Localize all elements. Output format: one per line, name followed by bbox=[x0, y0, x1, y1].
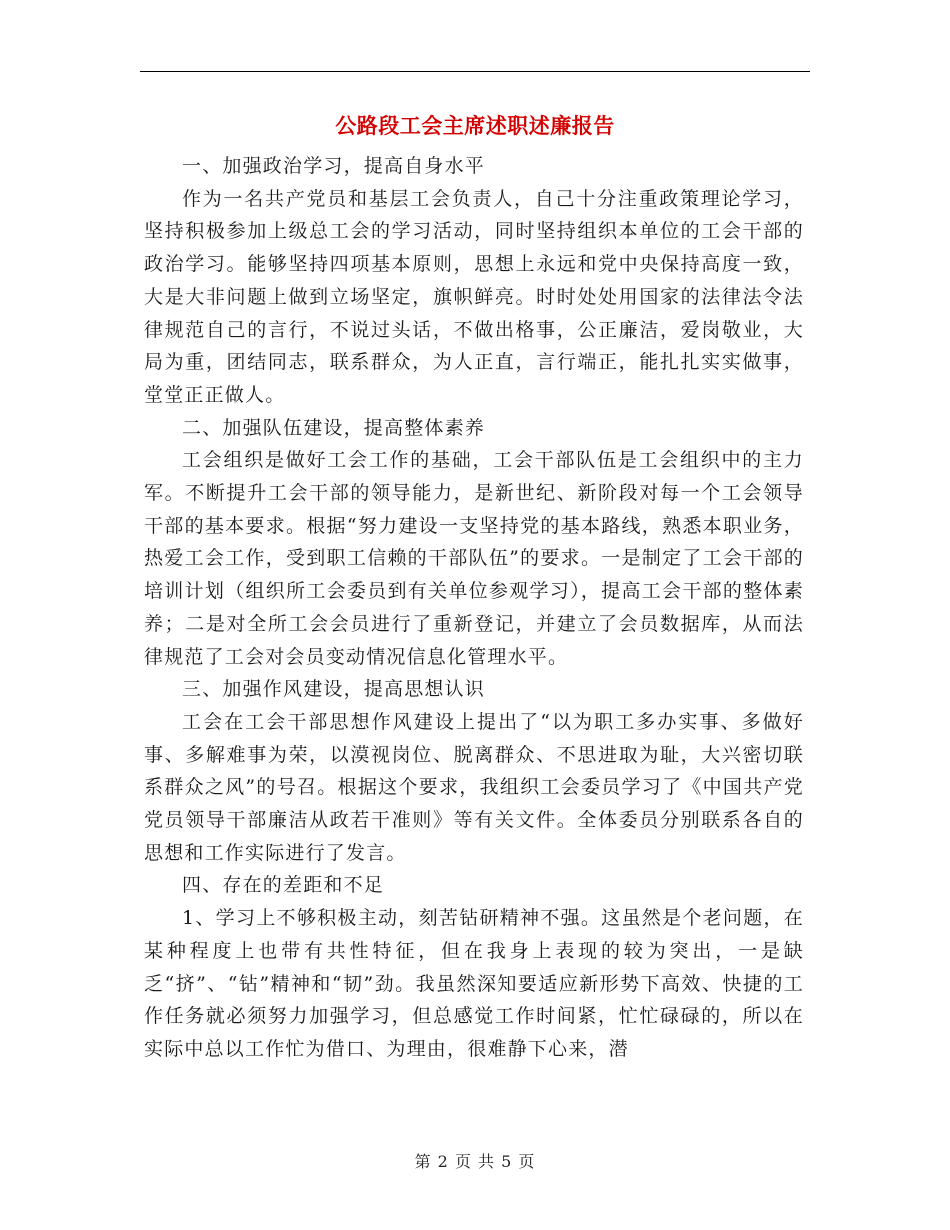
section-heading-1: 一、加强政治学习，提高自身水平 bbox=[182, 155, 486, 177]
document-title: 公路段工会主席述职述廉报告 bbox=[335, 113, 615, 138]
document-body bbox=[144, 150, 804, 1066]
body-paragraph-4: 1、学习上不够积极主动，刻苦钻研精神不强。这虽然是个老问题，在某种程度上也带有共性特征，但在我身上表现的较为突出，一是缺乏“挤”、“钻”精神和“韧”劲。我虽然深知要适应新形势下高效、快捷的工作任务就必须努力加强学习，但总感觉工作时间紧，忙忙碌碌的，所以在实际中总以工作忙为借口、为理由，很难静下心来，潜 bbox=[144, 907, 804, 1060]
section-heading-2: 二、加强队伍建设，提高整体素养 bbox=[182, 416, 486, 439]
section-heading-3: 三、加强作风建设，提高思想认识 bbox=[182, 678, 486, 701]
page-number: 第 2 页 共 5 页 bbox=[414, 1152, 536, 1171]
body-paragraph-3: 工会在工会干部思想作风建设上提出了“以为职工多办实事、多做好事、多解难事为荣，以漠视岗位、脱离群众、不思进取为耻，大兴密切联系群众之风”的号召。根据这个要求，我组织工会委员学习了《中国共产党党员领导干部廉洁从政若干准则》等有关文件。全体委员分别联系各自的思想和工作实际进行了发言。 bbox=[144, 710, 804, 864]
body-paragraph-2: 工会组织是做好工会工作的基础，工会干部队伍是工会组织中的主力军。不断提升工会干部的领导能力，是新世纪、新阶段对每一个工会领导干部的基本要求。根据“努力建设一支坚持党的基本路线，熟悉本职业务，热爱工会工作，受到职工信赖的干部队伍”的要求。一是制定了工会干部的培训计划（组织所工会委员到有关单位参观学习），提高工会干部的整体素养；二是对全所工会会员进行了重新登记，并建立了会员数据库，从而法律规范了工会对会员变动情况信息化管理水平。 bbox=[144, 449, 804, 668]
section-heading-4: 四、存在的差距和不足 bbox=[182, 874, 385, 897]
body-paragraph-1: 作为一名共产党员和基层工会负责人，自己十分注重政策理论学习，坚持积极参加上级总工会的学习活动，同时坚持组织本单位的工会干部的政治学习。能够坚持四项基本原则，思想上永远和党中央保持高度一致，大是大非问题上做到立场坚定，旗帜鲜亮。时时处处用国家的法律法令法律规范自己的言行，不说过头话，不做出格事，公正廉洁，爱岗敬业，大局为重，团结同志，联系群众，为人正直，言行端正，能扎扎实实做事，堂堂正正做人。 bbox=[144, 187, 804, 406]
header-rule bbox=[140, 71, 810, 72]
